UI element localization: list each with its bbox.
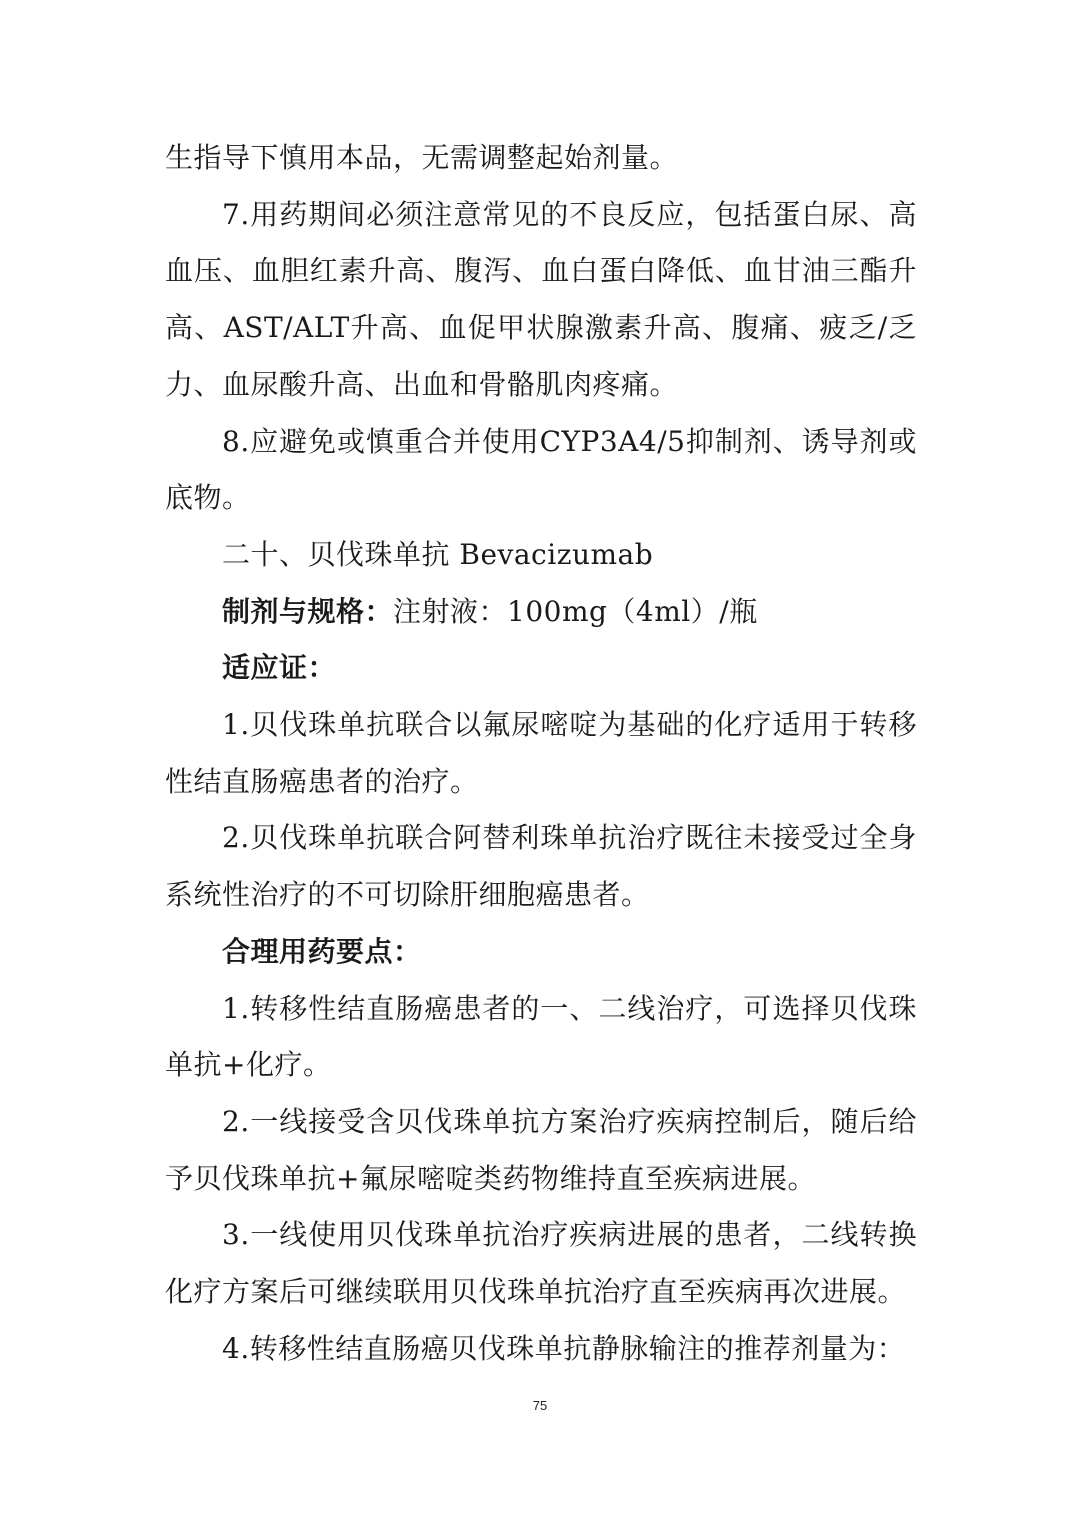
document-body xyxy=(165,130,917,1377)
rational-use-item: 2.一线接受含贝伐珠单抗方案治疗疾病控制后，随后给予贝伐珠单抗+氟尿嘧啶类药物维持直至疾病进展。 xyxy=(165,1104,917,1195)
indication-item: 1.贝伐珠单抗联合以氟尿嘧啶为基础的化疗适用于转移性结直肠癌患者的治疗。 xyxy=(165,708,917,798)
indications-heading: 适应证： xyxy=(222,651,337,685)
formulation-label: 制剂与规格： xyxy=(222,594,394,628)
rational-use-item: 1.转移性结直肠癌患者的一、二线治疗，可选择贝伐珠单抗+化疗。 xyxy=(165,991,917,1082)
paragraph-continuation: 生指导下慎用本品，无需调整起始剂量。 xyxy=(165,141,679,174)
rational-use-item: 3.一线使用贝伐珠单抗治疗疾病进展的患者，二线转换化疗方案后可继续联用贝伐珠单抗治疗直至疾病再次进展。 xyxy=(165,1218,917,1309)
rational-use-heading: 合理用药要点： xyxy=(222,934,422,968)
rational-use-item: 4.转移性结直肠癌贝伐珠单抗静脉输注的推荐剂量为： xyxy=(222,1331,906,1365)
paragraph-cyp3a4-note: 8.应避免或慎重合并使用CYP3A4/5抑制剂、诱导剂或底物。 xyxy=(165,424,917,515)
paragraph-adverse-reactions: 7.用药期间必须注意常见的不良反应，包括蛋白尿、高血压、血胆红素升高、腹泻、血白蛋白降低、血甘油三酯升高、AST/ALT升高、血促甲状腺激素升高、腹痛、疲乏/乏力、血尿酸升高、出血和骨骼肌肉疼痛。 xyxy=(165,197,917,401)
section-heading-bevacizumab: 二十、贝伐珠单抗 Bevacizumab xyxy=(222,537,654,571)
formulation-line xyxy=(165,584,917,641)
formulation-value: 注射液：100mg（4ml）/瓶 xyxy=(393,594,758,628)
page-number: 75 xyxy=(532,1398,548,1413)
indication-item: 2.贝伐珠单抗联合阿替利珠单抗治疗既往未接受过全身系统性治疗的不可切除肝细胞癌患者。 xyxy=(165,821,917,912)
